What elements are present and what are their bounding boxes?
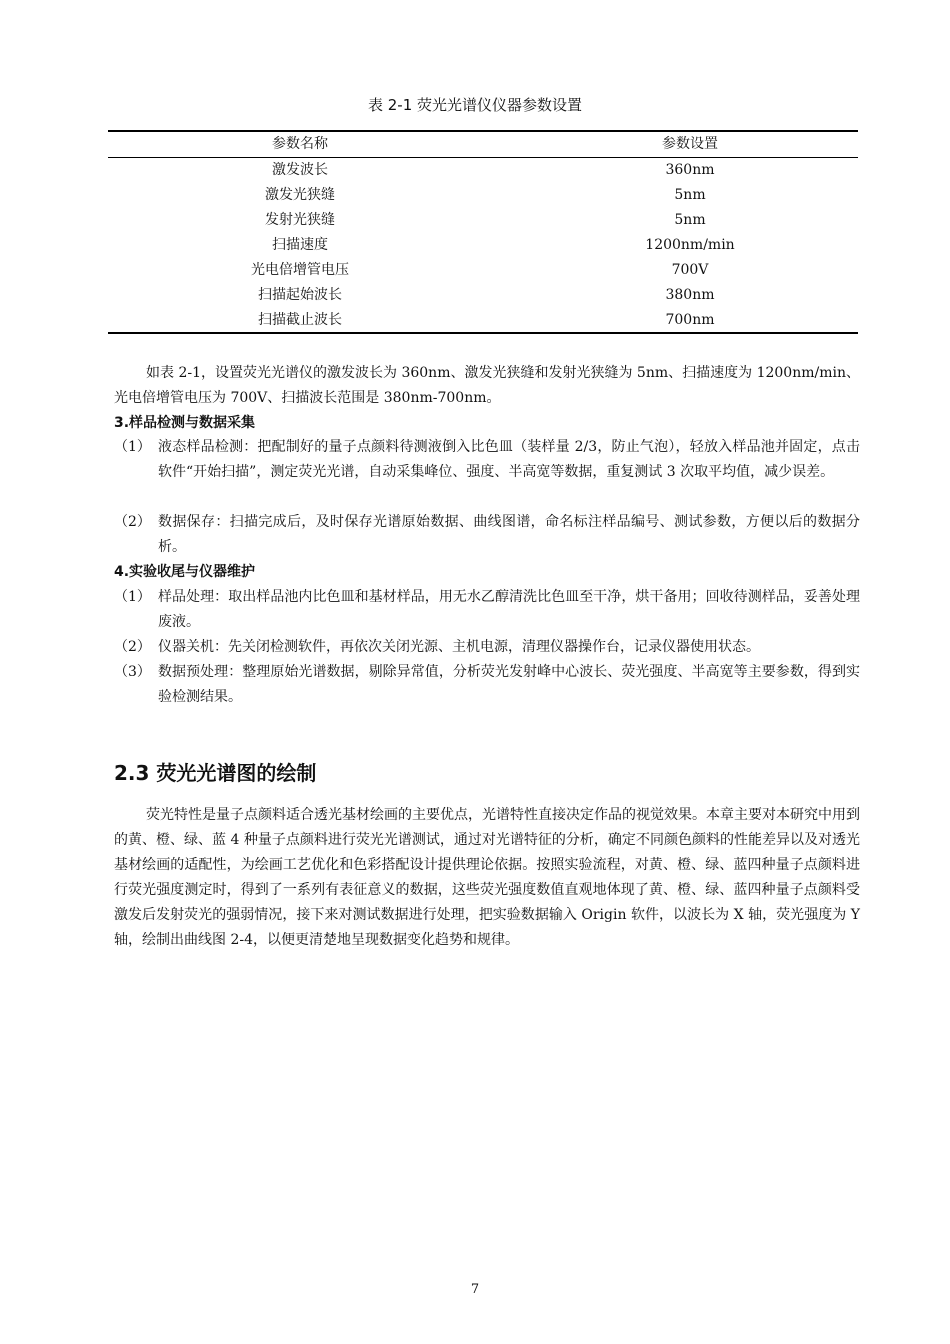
- section-2-3-paragraph: 荧光特性是量子点颜料适合透光基材绘画的主要优点，光谱特性直接决定作品的视觉效果。本章主要对本研究中用到的黄、橙、绿、蓝 4 种量子点颜料进行荧光光谱测试，通过对光谱特征的分析，确定不同颜色颜料的性能差异以及对透光基材绘画的适配性，为绘画工艺优化和色彩搭配设计提供理论依据。按照实验流程，对黄、橙、绿、蓝四种量子点颜料进行荧光强度测定时，得到了一系列有表征意义的数据，这些荧光强度数值直观地体现了黄、橙、绿、蓝四种量子点颜料受激发后发射荧光的强弱情况，接下来对测试数据进行处理，把实验数据输入 Origin 软件，以波长为 X 轴，荧光强度为 Y 轴，绘制出曲线图 2-4，以便更清楚地呈现数据变化趋势和规律。: [114, 807, 860, 948]
- table-cell: 发射光狭缝: [265, 212, 335, 228]
- section3-heading: 3.样品检测与数据采集: [114, 415, 256, 431]
- page-number: 7: [470, 1282, 480, 1297]
- table-cell: 380nm: [665, 287, 715, 303]
- table-cell: 700V: [671, 262, 709, 278]
- table-header-param-name: 参数名称: [272, 136, 328, 152]
- table-cell: 激发光狭缝: [265, 187, 335, 203]
- list-item-number: （2）: [114, 639, 151, 655]
- table-cell: 360nm: [665, 162, 715, 178]
- list-item-number: （2）: [114, 514, 151, 530]
- table-cell: 5nm: [674, 212, 706, 228]
- table-header-param-setting: 参数设置: [662, 136, 718, 152]
- list-item-text: 样品处理：取出样品池内比色皿和基材样品，用无水乙醇清洗比色皿至干净，烘干备用；回收待测样品，妥善处理废液。: [158, 589, 860, 630]
- section-2-3-title: 2.3 荧光光谱图的绘制: [114, 761, 317, 785]
- table-cell: 激发波长: [272, 162, 328, 178]
- list-item-number: （1）: [114, 589, 151, 605]
- table-cell: 700nm: [665, 312, 715, 328]
- table-cell: 光电倍增管电压: [251, 262, 349, 278]
- section4-heading: 4.实验收尾与仪器维护: [114, 564, 256, 580]
- table-cell: 5nm: [674, 187, 706, 203]
- table-cell: 扫描起始波长: [258, 287, 342, 303]
- table-cell: 扫描速度: [272, 237, 328, 253]
- list-item-number: （3）: [114, 664, 151, 680]
- table-cell: 扫描截止波长: [258, 312, 342, 328]
- list-item-number: （1）: [114, 439, 151, 455]
- table-caption: 表 2-1 荧光光谱仪仪器参数设置: [367, 96, 583, 114]
- list-item-text: 数据预处理：整理原始光谱数据，剔除异常值，分析荧光发射峰中心波长、荧光强度、半高宽等主要参数，得到实验检测结果。: [158, 664, 860, 705]
- intro-paragraph: 如表 2-1，设置荧光光谱仪的激发波长为 360nm、激发光狭缝和发射光狭缝为 5nm、扫描速度为 1200nm/min、光电倍增管电压为 700V、扫描波长范围是 380nm-700nm。: [114, 365, 860, 406]
- list-item-text: 仪器关机：先关闭检测软件，再依次关闭光源、主机电源，清理仪器操作台，记录仪器使用状态。: [158, 639, 760, 655]
- table-cell: 1200nm/min: [645, 237, 735, 253]
- list-item-text: 数据保存：扫描完成后，及时保存光谱原始数据、曲线图谱，命名标注样品编号、测试参数，方便以后的数据分析。: [158, 514, 860, 555]
- list-item-text: 液态样品检测：把配制好的量子点颜料待测液倒入比色皿（装样量 2/3，防止气泡），轻放入样品池并固定，点击软件“开始扫描”，测定荧光光谱，自动采集峰位、强度、半高宽等数据，重复测试 3 次取平均值，减少误差。: [158, 439, 860, 480]
